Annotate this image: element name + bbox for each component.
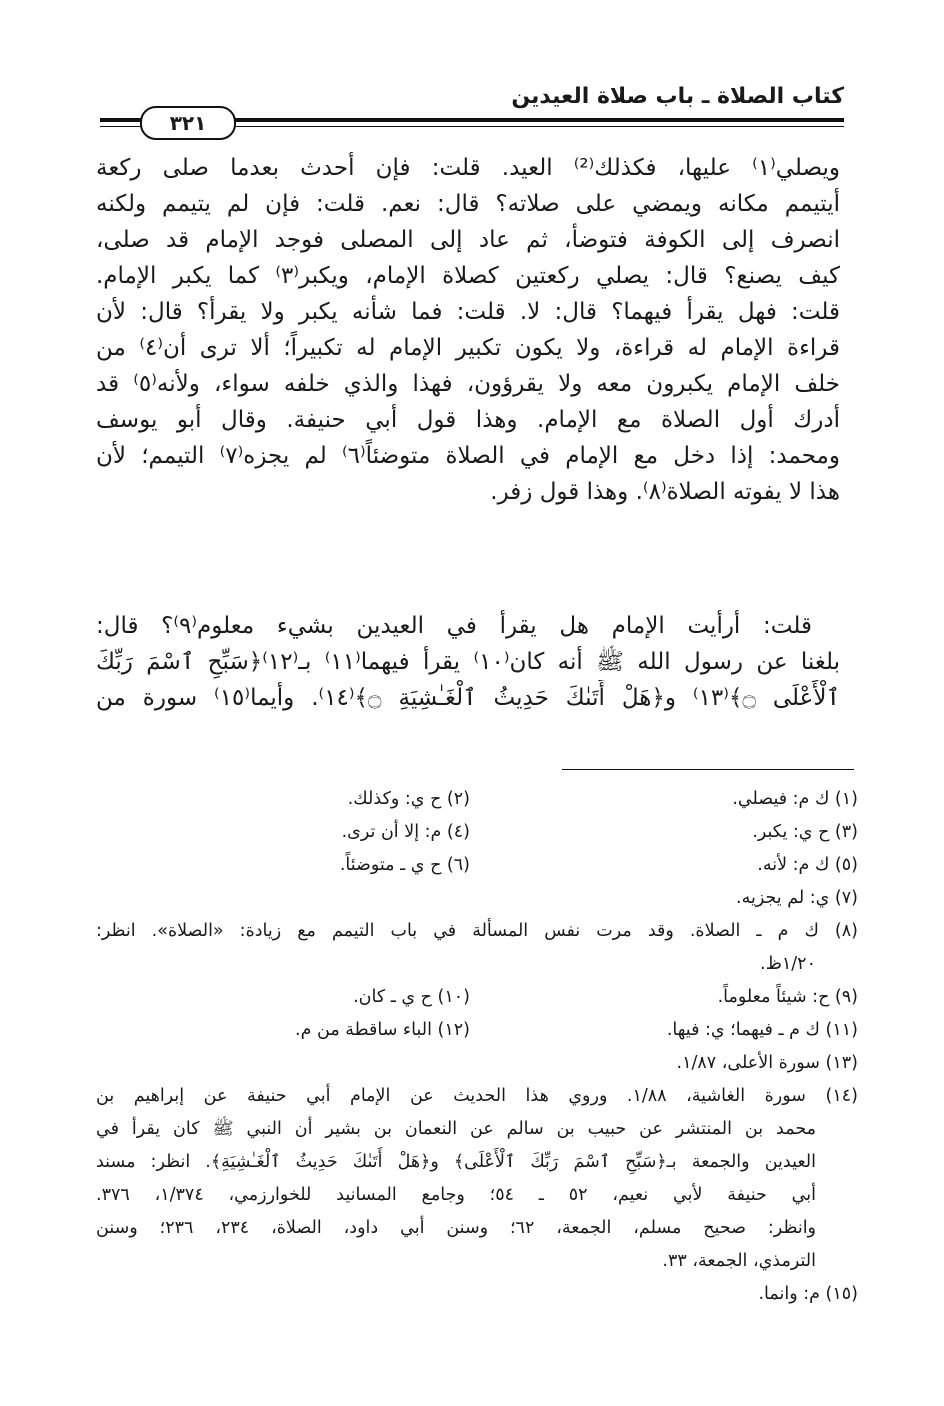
footnote-row [96, 1146, 858, 1179]
footnote-12: (١٢) الباء ساقطة من م. [295, 1020, 470, 1040]
text-line: بلغنا عن رسول الله ﷺ أنه كان⁽١٠⁾ يقرأ فيهما⁽١١⁾ بـ⁽١٢⁾﴿سَبِّحِ ٱسْمَ رَبِّكَ [96, 649, 840, 675]
text-line: أيتيمم مكانه ويمضي على صلاته؟ قال: نعم. قلت: فإن لم يتيمم ولكنه [96, 191, 840, 217]
text-line: قلت: فهل يقرأ فيهما؟ قال: لا. قلت: فما شأنه يكبر ولا يقرأ؟ قال: لأن [96, 299, 840, 325]
footnote-14-cont: الترمذي، الجمعة، ٣٣. [662, 1251, 816, 1271]
footnote-2: (٢) ح ي: وكذلك. [347, 789, 470, 809]
footnote-row [96, 783, 858, 816]
footnote-row [96, 882, 858, 915]
running-head: كتاب الصلاة ـ باب صلاة العيدين [511, 84, 844, 109]
footnote-row [96, 816, 858, 849]
footnote-row [96, 981, 858, 1014]
text-line: قلت: أرأيت الإمام هل يقرأ في العيدين بشيء معلوم⁽٩⁾؟ قال: [96, 613, 812, 639]
footnote-row [96, 1212, 858, 1245]
page-number: ٣٢١ [140, 106, 236, 140]
footnote-6: (٦) ح ي ـ متوضئاً. [339, 855, 470, 875]
footnote-14: (١٤) سورة الغاشية، ١/٨٨. وروي هذا الحديث عن الإمام أبي حنيفة عن إبراهيم بن [96, 1086, 858, 1106]
footnote-3: (٣) ح ي: يكبر. [752, 822, 858, 842]
footnote-row [96, 915, 858, 948]
footnote-row [96, 1113, 858, 1146]
text-line: هذا لا يفوته الصلاة⁽٨⁾. وهذا قول زفر. [490, 479, 840, 505]
text-line: أدرك أول الصلاة مع الإمام. وهذا قول أبي حنيفة. وقال أبو يوسف [96, 407, 840, 433]
footnote-row [96, 948, 858, 981]
paragraph-2 [96, 608, 840, 716]
footnote-row [96, 1014, 858, 1047]
footnote-14-cont: محمد بن المنتشر عن حبيب بن سالم عن النعمان بن بشير أن النبي ﷺ كان يقرأ في [96, 1119, 816, 1139]
footnote-14-cont: العيدين والجمعة بـ﴿سَبِّحِ ٱسْمَ رَبِّكَ ٱلْأَعْلَى﴾ و﴿هَلْ أَتَىٰكَ حَدِيثُ ٱلْغَـٰشِيَةِ﴾. انظر: مسند [96, 1152, 816, 1172]
text-line: ويصلي⁽١⁾ عليها، فكذلك⁽²⁾ العيد. قلت: فإن أحدث بعدما صلى ركعة [96, 155, 840, 181]
paragraph-1 [96, 150, 840, 510]
text-line: ومحمد: إذا دخل مع الإمام في الصلاة متوضئاً⁽٦⁾ لم يجزه⁽٧⁾ التيمم؛ لأن [96, 443, 840, 469]
text-line: انصرف إلى الكوفة فتوضأ، ثم عاد إلى المصلى فوجد الإمام قد صلى، [96, 227, 840, 253]
footnote-8: (٨) ك م ـ الصلاة. وقد مرت نفس المسألة في باب التيمم مع زيادة: «الصلاة». انظر: [96, 921, 858, 941]
footnote-5: (٥) ك م: لأنه. [757, 855, 858, 875]
text-line: خلف الإمام يكبرون معه ولا يقرؤون، فهذا والذي خلفه سواء، ولأنه⁽٥⁾ قد [96, 371, 840, 397]
footnote-1: (١) ك م: فيصلي. [732, 789, 858, 809]
footnote-8-cont: ١/٢٠ظ. [760, 954, 816, 974]
footnote-15: (١٥) م: وانما. [758, 1284, 858, 1304]
text-line: كيف يصنع؟ قال: يصلي ركعتين كصلاة الإمام، ويكبر⁽٣⁾ كما يكبر الإمام. [96, 263, 840, 289]
footnote-separator [562, 769, 854, 770]
footnote-4: (٤) م: إلا أن ترى. [341, 822, 470, 842]
footnote-row [96, 849, 858, 882]
footnotes [96, 783, 858, 1311]
footnote-14-cont: أبي حنيفة لأبي نعيم، ٥٢ ـ ٥٤؛ وجامع المسانيد للخوارزمي، ١/٣٧٤، ٣٧٦. [96, 1185, 816, 1205]
footnote-row [96, 1245, 858, 1278]
page-header [100, 78, 844, 138]
footnote-14-cont: وانظر: صحيح مسلم، الجمعة، ٦٢؛ وسنن أبي داود، الصلاة، ٢٣٤، ٢٣٦؛ وسنن [96, 1218, 817, 1238]
text-line: قراءة الإمام له قراءة، ولا يكون تكبير الإمام له تكبيراً؛ ألا ترى أن⁽٤⁾ من [96, 335, 840, 361]
footnote-13: (١٣) سورة الأعلى، ١/٨٧. [676, 1053, 858, 1073]
footnote-row [96, 1047, 858, 1080]
footnote-row [96, 1080, 858, 1113]
footnote-11: (١١) ك م ـ فيهما؛ ي: فيها. [666, 1020, 858, 1040]
footnote-10: (١٠) ح ي ـ كان. [353, 987, 470, 1007]
footnote-row [96, 1278, 858, 1311]
footnote-row [96, 1179, 858, 1212]
text-line: ٱلْأَعْلَى ۝﴾⁽١٣⁾ و﴿هَلْ أَتَىٰكَ حَدِيثُ ٱلْغَـٰشِيَةِ ۝﴾⁽١٤⁾. وأيما⁽١٥⁾ سورة من [96, 685, 840, 711]
footnote-9: (٩) ح: شيئاً معلوماً. [717, 987, 858, 1007]
footnote-7: (٧) ي: لم يجزيه. [736, 888, 858, 908]
